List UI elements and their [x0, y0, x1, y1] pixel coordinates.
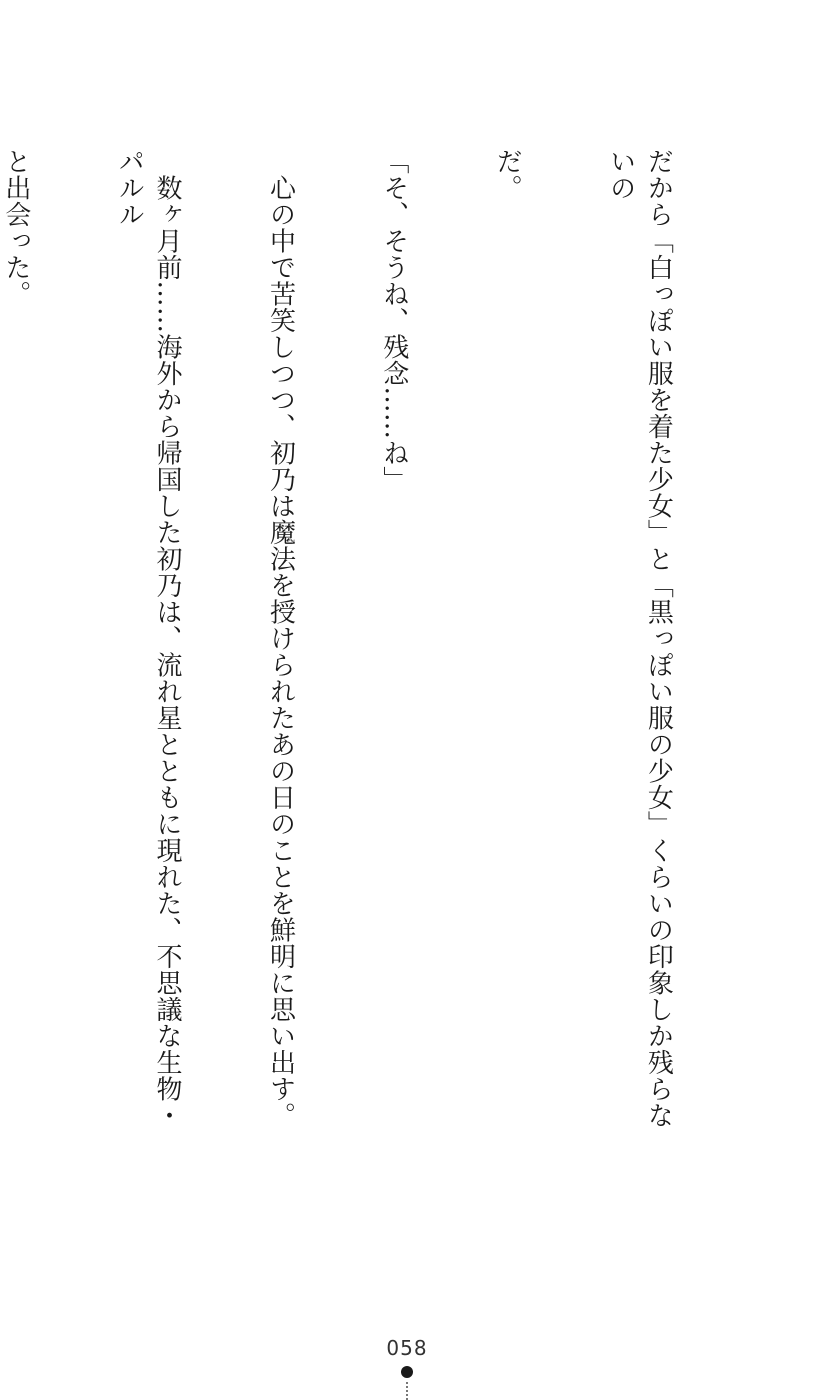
page-marker-dot	[401, 1366, 413, 1378]
vertical-text-block	[0, 148, 752, 1148]
text-line: と出会った。	[0, 148, 31, 307]
page-number: 058	[386, 1336, 428, 1360]
page-marker-dotted-line	[406, 1382, 408, 1400]
text-line: 数ヶ月前……海外から帰国した初乃は、流れ星とともに現れた、不思議な生物・パルル	[114, 148, 183, 1129]
text-line: だから「白っぽい服を着た少女」と「黒っぽい服の少女」くらいの印象しか残らないの	[605, 148, 674, 1129]
text-line: 心の中で苦笑しつつ、初乃は魔法を授けられたあの日のことを鮮明に思い出す。	[265, 148, 296, 1129]
text-line: 「そ、そうね、残念……ね」	[378, 148, 409, 493]
text-line: だ。	[492, 148, 523, 201]
